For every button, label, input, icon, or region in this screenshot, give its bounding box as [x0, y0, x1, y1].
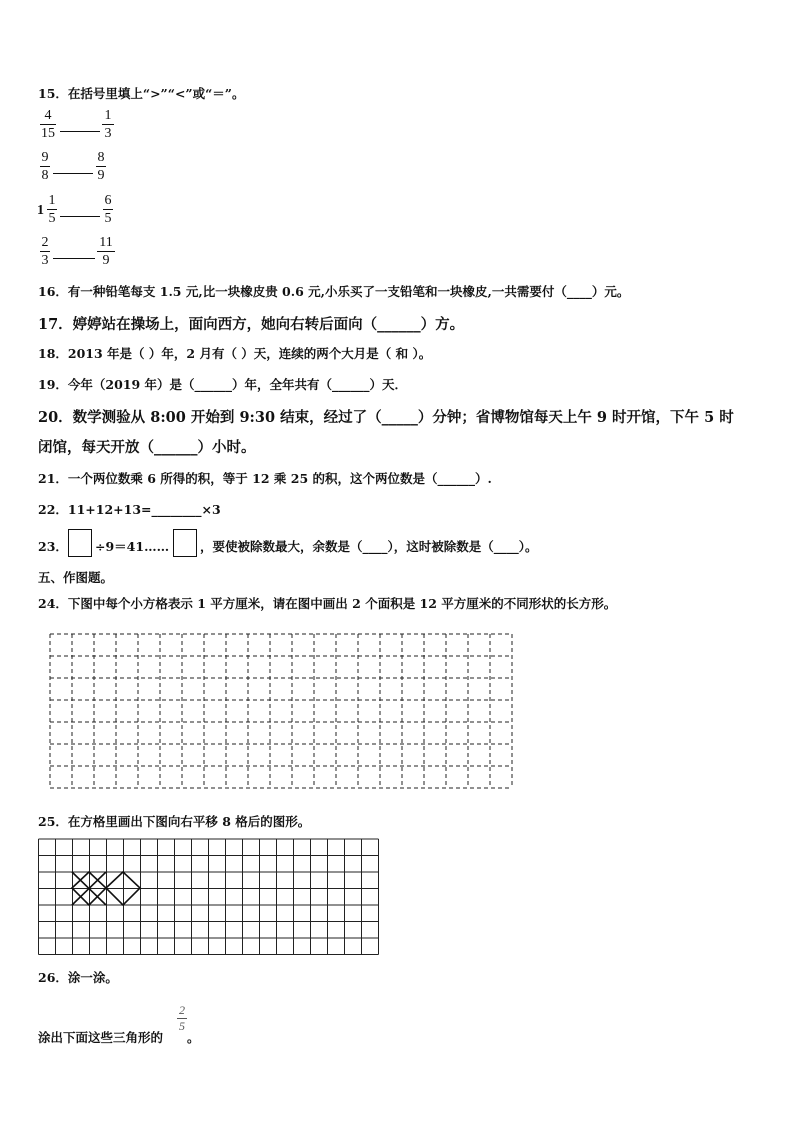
question-23-text: ，要使被除数最大，余数是（____），这时被除数是（____）。: [200, 539, 538, 554]
question-24: 24．下图中每个小方格表示 1 平方厘米，请在图中画出 2 个面积是 12 平方厘米的不同形状的长方形。: [38, 596, 617, 611]
fraction: 4 15: [41, 108, 55, 141]
fraction: 1 5: [48, 193, 56, 226]
blank-line[interactable]: [60, 131, 100, 132]
question-26-instruction: 涂出下面这些三角形的: [38, 1030, 164, 1045]
question-20-line1: 20．数学测验从 8:00 开始到 9:30 结束，经过了（_____）分钟；省博物馆每天上午 9 时开馆，下午 5 时: [38, 409, 734, 426]
dashed-grid[interactable]: [49, 633, 515, 789]
fraction-two-fifths: 2 5: [179, 1003, 185, 1033]
question-18: 18．2013 年是（ ）年，2 月有（ ）天，连续的两个大月是（ 和 ）。: [38, 346, 432, 361]
question-23-equation: ÷9＝41……: [95, 539, 170, 554]
fraction: 2 3: [41, 235, 49, 268]
question-19: 19．今年（2019 年）是（______）年，全年共有（______）天．: [38, 377, 408, 392]
question-20-line2: 闭馆，每天开放（______）小时。: [38, 439, 256, 456]
question-23-number: 23．: [38, 539, 68, 554]
blank-line[interactable]: [53, 173, 93, 174]
blank-line[interactable]: [60, 216, 100, 217]
question-17: 17．婷婷站在操场上，面向西方，她向右转后面向（______）方。: [38, 316, 465, 333]
period: 。: [187, 1030, 200, 1045]
question-22: 22．11+12+13=________×3: [38, 502, 221, 517]
answer-box[interactable]: [173, 529, 197, 557]
question-21: 21．一个两位数乘 6 所得的积，等于 12 乘 25 的积，这个两位数是（______）.: [38, 471, 492, 486]
square-grid[interactable]: [38, 838, 388, 956]
fraction: 8 9: [97, 150, 105, 183]
section-heading: 五、作图题。: [38, 570, 114, 585]
fraction: 9 8: [41, 150, 49, 183]
fraction: 1 3: [102, 108, 114, 141]
blank-line[interactable]: [53, 258, 95, 259]
fraction: 6 5: [104, 193, 112, 226]
question-15: 15．在括号里填上“>”“<”或“＝”。: [38, 86, 245, 101]
fraction: 11 9: [97, 235, 115, 268]
whole-number: 1: [37, 203, 44, 218]
question-26: 26．涂一涂。: [38, 970, 118, 985]
question-25: 25．在方格里画出下图向右平移 8 格后的图形。: [38, 814, 311, 829]
question-16: 16．有一种铅笔每支 1.5 元,比一块橡皮贵 0.6 元,小乐买了一支铅笔和一块橡皮,一共需要付（____）元。: [38, 284, 630, 299]
answer-box[interactable]: [68, 529, 92, 557]
